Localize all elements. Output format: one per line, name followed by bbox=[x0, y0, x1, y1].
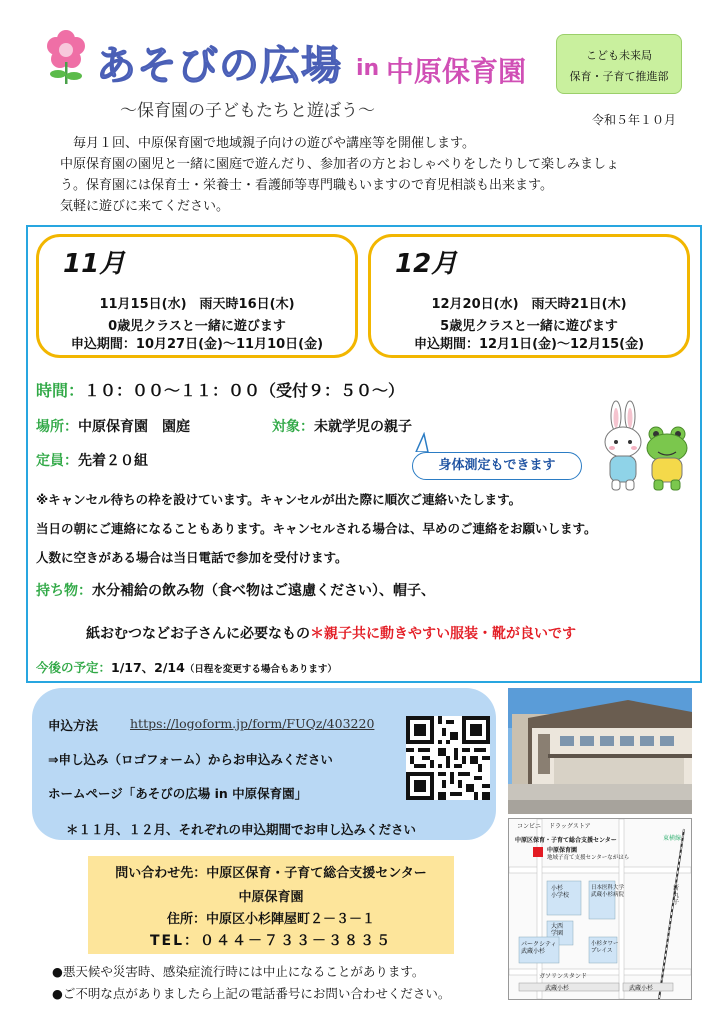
month-card-november bbox=[36, 234, 358, 358]
clothing-note: ＊親子共に動きやすい服装・靴が良いです bbox=[310, 626, 576, 642]
map-label-drugstore: ドラッグストア bbox=[549, 823, 591, 830]
place-label: 場所： bbox=[36, 419, 78, 435]
intro-line: 気軽に遊びに来てください。 bbox=[60, 199, 230, 214]
schedule-note: （日程を変更する場合もあります） bbox=[184, 664, 337, 675]
intro-line: う。保育園には保育士・栄養士・看護師等専門職もいますので育児相談も出来ます。 bbox=[60, 178, 553, 193]
target-row bbox=[272, 416, 412, 436]
application-instruction: ⇒申し込み（ロゴフォーム）からお申込みください bbox=[48, 752, 333, 767]
application-label: 申込方法 bbox=[48, 718, 99, 733]
map-label-shinmaruko: 新 丸 子 bbox=[673, 885, 680, 906]
month-class-line: 5歳児クラスと一緒に遊びます bbox=[440, 319, 618, 334]
application-period-note: ＊１１月、１２月、それぞれの申込期間でお申し込みください bbox=[66, 822, 417, 837]
month-title: 12月 bbox=[395, 249, 458, 279]
target-value: 未就学児の親子 bbox=[314, 419, 412, 435]
map-label-convenience-store: コンビニ bbox=[517, 823, 542, 830]
belongings-label: 持ち物： bbox=[36, 583, 92, 599]
month-apply-line: 申込期間：10月27日(金)～11月10日(金) bbox=[70, 337, 324, 352]
month-date-line: 11月15日(水) 雨天時16日(木) bbox=[99, 297, 295, 312]
qr-code-icon[interactable] bbox=[406, 716, 490, 800]
map-drawing bbox=[509, 819, 691, 999]
cancel-note-2: 当日の朝にご連絡になることもあります。キャンセルされる場合は、早めのご連絡をお願いします。 bbox=[36, 521, 597, 536]
schedule-label: 今後の予定： bbox=[36, 660, 112, 675]
month-apply-line: 申込期間：12月1日(金)～12月15(金) bbox=[413, 337, 645, 352]
footer-note-2: ●ご不明な点がありましたら上記の電話番号にお問い合わせください。 bbox=[52, 986, 451, 1001]
contact-box bbox=[88, 856, 454, 954]
department-line-2: 保育・子育て推進部 bbox=[569, 70, 669, 83]
time-row bbox=[36, 378, 404, 401]
rabbit-frog-illustration bbox=[594, 400, 698, 496]
map-label-station: 武蔵小杉 bbox=[545, 985, 570, 992]
schedule-row bbox=[36, 658, 337, 676]
intro-text bbox=[60, 133, 700, 217]
building-photo bbox=[508, 688, 692, 814]
location-map[interactable] bbox=[508, 818, 692, 1000]
capacity-value: 先着２０組 bbox=[78, 453, 148, 469]
place-row bbox=[36, 416, 190, 436]
time-label: 時間： bbox=[36, 381, 85, 400]
speech-bubble: 身体測定もできます bbox=[412, 452, 582, 480]
flower-icon bbox=[44, 30, 88, 86]
place-value: 中原保育園 園庭 bbox=[78, 419, 190, 435]
department-line-1: こども未来局 bbox=[586, 49, 652, 62]
cancel-note-3: 人数に空きがある場合は当日電話で参加を受付けます。 bbox=[36, 550, 348, 565]
title-in: in bbox=[356, 56, 380, 81]
belongings-row-2 bbox=[86, 623, 576, 643]
department-box bbox=[556, 34, 682, 94]
map-label-hospital: 日本医科大学 武蔵小杉病院 bbox=[591, 885, 625, 898]
month-date-line: 12月20日(水) 雨天時21日(木) bbox=[431, 297, 627, 312]
cancel-note-1: ※キャンセル待ちの枠を設けています。キャンセルが出た際に順次ご連絡いたします。 bbox=[36, 492, 522, 507]
month-card-december bbox=[368, 234, 690, 358]
target-label: 対象： bbox=[272, 419, 314, 435]
footer-note-1: ●悪天候や災害時、感染症流行時には中止になることがあります。 bbox=[52, 964, 425, 979]
contact-address: 住所：中原区小杉陣屋町２－３－１ bbox=[166, 912, 375, 927]
map-label-school-2: 大西 学園 bbox=[551, 923, 564, 937]
intro-line: 毎月１回、中原保育園で地域親子向けの遊びや講座等を開催します。 bbox=[60, 136, 475, 151]
contact-phone[interactable]: TEL：０４４－７３３－３８３５ bbox=[149, 933, 393, 949]
map-label-park-city: パークシティ 武蔵小杉 bbox=[521, 941, 557, 955]
month-class-line: 0歳児クラスと一緒に遊びます bbox=[108, 319, 286, 334]
contact-organization: 問い合わせ先：中原区保育・子育て総合支援センター bbox=[115, 866, 427, 881]
map-label-gas-station: ガソリンスタンド bbox=[539, 973, 587, 980]
title-place: 中原保育園 bbox=[386, 55, 527, 88]
page-title: あそびの広場 bbox=[96, 43, 342, 89]
month-title: 11月 bbox=[63, 249, 126, 279]
map-label-kosugi-tower: 小杉タワー プレイス bbox=[591, 941, 619, 954]
map-label-station-2: 武蔵小杉 bbox=[629, 985, 654, 992]
map-label-nursery: 中原保育園 bbox=[547, 847, 578, 854]
capacity-label: 定員： bbox=[36, 453, 78, 469]
intro-line: 中原保育園の園児と一緒に園庭で遊んだり、参加者の方とおしゃべりをしたりして楽しみましょ bbox=[60, 157, 620, 172]
speech-bubble-tail bbox=[412, 432, 430, 452]
map-label-school: 小杉 小学校 bbox=[551, 885, 570, 899]
map-label-support-center: 地域子育て支援センターながはら bbox=[547, 855, 630, 861]
map-label-center: 中原区保育・子育て総合支援センター bbox=[515, 837, 617, 844]
contact-nursery: 中原保育園 bbox=[238, 890, 304, 905]
issue-date: 令和５年１０月 bbox=[592, 113, 677, 127]
schedule-value: 1/17、2/14 bbox=[111, 660, 185, 675]
belongings-value: 水分補給の飲み物（食べ物はご遠慮ください）、帽子、 bbox=[92, 583, 435, 599]
homepage-reference: ホームページ「あそびの広場 in 中原保育園」 bbox=[48, 786, 308, 801]
map-label-toyoko-line: 東横線 bbox=[663, 835, 682, 842]
application-url-link[interactable]: https://logoform.jp/form/FUQz/403220 bbox=[130, 716, 375, 731]
subtitle: ～保育園の子どもたちと遊ぼう～ bbox=[120, 101, 375, 121]
belongings-row bbox=[36, 580, 435, 600]
time-value: １０：００～１１：００（受付９：５０～） bbox=[84, 381, 405, 400]
capacity-row bbox=[36, 450, 148, 470]
belongings-value-2: 紙おむつなどお子さんに必要なもの bbox=[86, 626, 310, 642]
